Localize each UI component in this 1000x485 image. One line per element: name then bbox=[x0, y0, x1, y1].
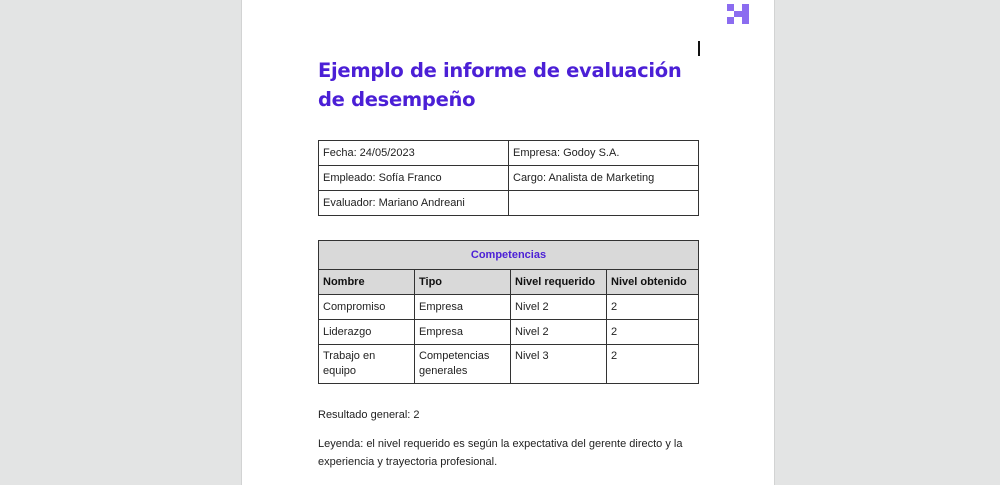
table-row bbox=[319, 141, 699, 166]
table-cell: Competencias generales bbox=[415, 345, 511, 384]
text-cursor bbox=[698, 41, 700, 56]
table-row bbox=[319, 295, 699, 320]
info-table bbox=[318, 140, 699, 216]
document-page bbox=[241, 0, 775, 485]
table-row bbox=[319, 191, 699, 216]
table-cell: Empresa bbox=[415, 295, 511, 320]
evaluador-cell: Evaluador: Mariano Andreani bbox=[319, 191, 509, 216]
competencias-table bbox=[318, 240, 699, 384]
table-row bbox=[319, 166, 699, 191]
page-title: Ejemplo de informe de evaluación de desempeño bbox=[318, 59, 682, 111]
legend-text: Leyenda: el nivel requerido es según la expectativa del gerente directo y la experiencia y trayectoria profesional. bbox=[318, 438, 683, 468]
column-header: Tipo bbox=[415, 270, 511, 295]
table-row bbox=[319, 320, 699, 345]
overall-result: Resultado general: 2 bbox=[318, 409, 420, 421]
empresa-cell: Empresa: Godoy S.A. bbox=[509, 141, 699, 166]
column-header: Nivel obtenido bbox=[607, 270, 699, 295]
table-row bbox=[319, 345, 699, 384]
table-caption: Competencias bbox=[319, 241, 699, 270]
table-cell: Nivel 3 bbox=[511, 345, 607, 384]
column-header: Nivel requerido bbox=[511, 270, 607, 295]
table-cell: Empresa bbox=[415, 320, 511, 345]
empleado-cell: Empleado: Sofía Franco bbox=[319, 166, 509, 191]
fecha-cell: Fecha: 24/05/2023 bbox=[319, 141, 509, 166]
table-cell: 2 bbox=[607, 320, 699, 345]
table-cell: 2 bbox=[607, 345, 699, 384]
table-cell: Trabajo en equipo bbox=[319, 345, 415, 384]
cargo-cell: Cargo: Analista de Marketing bbox=[509, 166, 699, 191]
empty-cell bbox=[509, 191, 699, 216]
column-header: Nombre bbox=[319, 270, 415, 295]
table-cell: Liderazgo bbox=[319, 320, 415, 345]
table-cell: Nivel 2 bbox=[511, 295, 607, 320]
table-cell: 2 bbox=[607, 295, 699, 320]
table-cell: Nivel 2 bbox=[511, 320, 607, 345]
brand-logo-icon bbox=[727, 4, 749, 24]
header-row bbox=[319, 270, 699, 295]
table-cell: Compromiso bbox=[319, 295, 415, 320]
